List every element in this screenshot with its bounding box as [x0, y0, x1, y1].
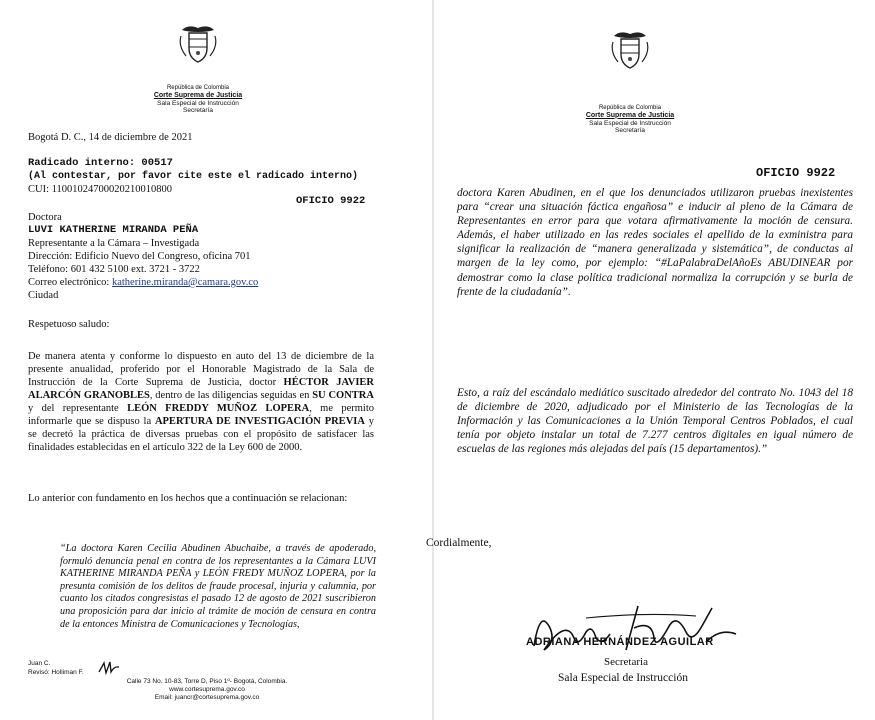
oficio-number: OFICIO 9922: [296, 195, 366, 207]
footer-email: Email: juancr@cortesuprema.gov.co: [154, 694, 260, 701]
letterhead-republic: República de Colombia: [598, 105, 662, 111]
body-paragraph: [28, 350, 374, 454]
su-contra: SU CONTRA: [312, 390, 374, 401]
body-text-4: , me permito informarle que se dispuso la: [28, 403, 374, 427]
closing: Cordialmente,: [426, 537, 492, 549]
letter-page-1: [0, 0, 434, 720]
recipient-city: Ciudad: [28, 290, 59, 301]
quoted-facts: “La doctora Karen Cecilia Abudinen Abuchaibe, a través de apoderado, formuló denuncia penal en contra de los representantes a la Cámara LUVI KATHERINE MIRANDA PEÑA y LEÓN FREDY MUÑOZ LOPERA, por la presunta comisión de los delitos de fraude procesal, injuria y calumnia, por cuanto los citados congresistas el pasado 12 de agosto de 2021 suscribieron una proposición para dar inicio al trámite de moción de censura en contra de la entonces Ministra de Comunicaciones y Tecnologías,: [60, 543, 376, 630]
recipient-name: LUVI KATHERINE MIRANDA PEÑA: [28, 224, 199, 236]
recipient-email-link[interactable]: katherine.miranda@camara.gov.co: [111, 277, 259, 288]
letterhead: [575, 105, 685, 135]
letterhead-republic: República de Colombia: [166, 85, 230, 91]
colombia-coat-of-arms-icon: [610, 28, 650, 72]
investigation-opening: APERTURA DE INVESTIGACIÓN PREVIA: [154, 416, 365, 427]
greeting: Respetuoso saludo:: [28, 319, 110, 330]
recipient-role: Representante a la Cámara – Investigada: [28, 238, 200, 249]
recipient-address: Dirección: Edificio Nuevo del Congreso, oficina 701: [28, 251, 251, 262]
recipient-email-line: [28, 276, 258, 289]
body-text-5: y se decretó la práctica de diversas pruebas con el propósito de satisfacer las finalidades establecidas en el artículo 322 de la Ley 600 de 2000.: [28, 416, 375, 453]
footer-address: Calle 73 No. 10-83, Torre D, Piso 1º- Bogotá, Colombia.: [126, 678, 288, 685]
oficio-number: OFICIO 9922: [756, 166, 836, 180]
footer: [122, 678, 292, 702]
salutation-title: Doctora: [28, 212, 62, 223]
continuation-paragraph: doctora Karen Abudinen, en el que los denunciados utilizaron pruebas inexistentes para “crear una situación fáctica engañosa” e inducir al pleno de la Cámara de Representantes en error para que votara afirmativamente la moción de censura. Además, el haber utilizado en las redes sociales el apellido de la exministra para significar la realización de “manera generalizada y sistemática”, de conductas al margen de la ley como, por ejemplo: “#LaPalabraDelAñoEs ABUDINEAR por demostrar como la clase política tradicional normaliza la corrupción y se burla de frente de la ciudadanía”.: [457, 187, 853, 298]
signer-name: ADRIANA HERNÁNDEZ AGUILAR: [526, 636, 714, 648]
recipient-phone: Teléfono: 601 432 5100 ext. 3721 - 3722: [28, 264, 200, 275]
letterhead-secretaria: Secretaría: [615, 127, 645, 135]
scandal-paragraph: Esto, a raíz del escándalo mediático suscitado alrededor del contrato No. 1043 del 18 de diciembre de 2020, adjudicado por el Ministerio de las Tecnologías de la Información y las Comunicaciones a la Unión Temporal Centros Poblados, el cual tenía por objeto instalar un total de 7.277 centros digitales en igual número de escuelas de las regiones más alejadas del país (15 departamentos).”: [457, 387, 853, 456]
letterhead-court: Corte Suprema de Justicia: [585, 111, 675, 119]
email-label: Correo electrónico:: [28, 277, 112, 288]
co-accused-name: LEÓN FREDDY MUÑOZ LOPERA: [127, 403, 310, 414]
body-text-1: De manera atenta y conforme lo dispuesto en auto del 13 de diciembre de la presente anualidad, proferido por el Honorable Magistrado de la Sala de Instrucción de la Corte Suprema de Justicia, doctor: [28, 351, 374, 388]
radicado: Radicado interno: 00517: [28, 157, 173, 169]
place-date: Bogotá D. C., 14 de diciembre de 2021: [28, 132, 193, 143]
letterhead-secretaria: Secretaría: [183, 107, 213, 115]
initials-prepared: Juan C.: [28, 660, 51, 667]
footer-web: www.cortesuprema.gov.co: [169, 686, 245, 693]
letterhead-court: Corte Suprema de Justicia: [153, 91, 243, 99]
letterhead-sala: Sala Especial de Instrucción: [157, 99, 239, 107]
cui: CUI: 11001024700020210010800: [28, 184, 172, 195]
initials-signature-icon: [98, 660, 120, 676]
foundation-paragraph: Lo anterior con fundamento en los hechos que a continuación se relacionan:: [28, 493, 348, 504]
colombia-coat-of-arms-icon: [178, 22, 218, 66]
letterhead-sala: Sala Especial de Instrucción: [589, 119, 671, 127]
body-text-3: y del representante: [28, 403, 128, 414]
radicado-note: (Al contestar, por favor cite este el radicado interno): [28, 171, 359, 182]
letter-page-2: [426, 0, 875, 720]
signer-role: Secretaria: [604, 656, 648, 668]
initials-reviewed: Revisó: Holliman F.: [28, 669, 84, 676]
magistrate-name: HÉCTOR JAVIER ALARCÓN GRANOBLES: [28, 377, 374, 401]
letterhead: [143, 85, 253, 115]
signer-office: Sala Especial de Instrucción: [558, 672, 688, 684]
body-text-2: , dentro de las diligencias seguidas en: [149, 390, 313, 401]
